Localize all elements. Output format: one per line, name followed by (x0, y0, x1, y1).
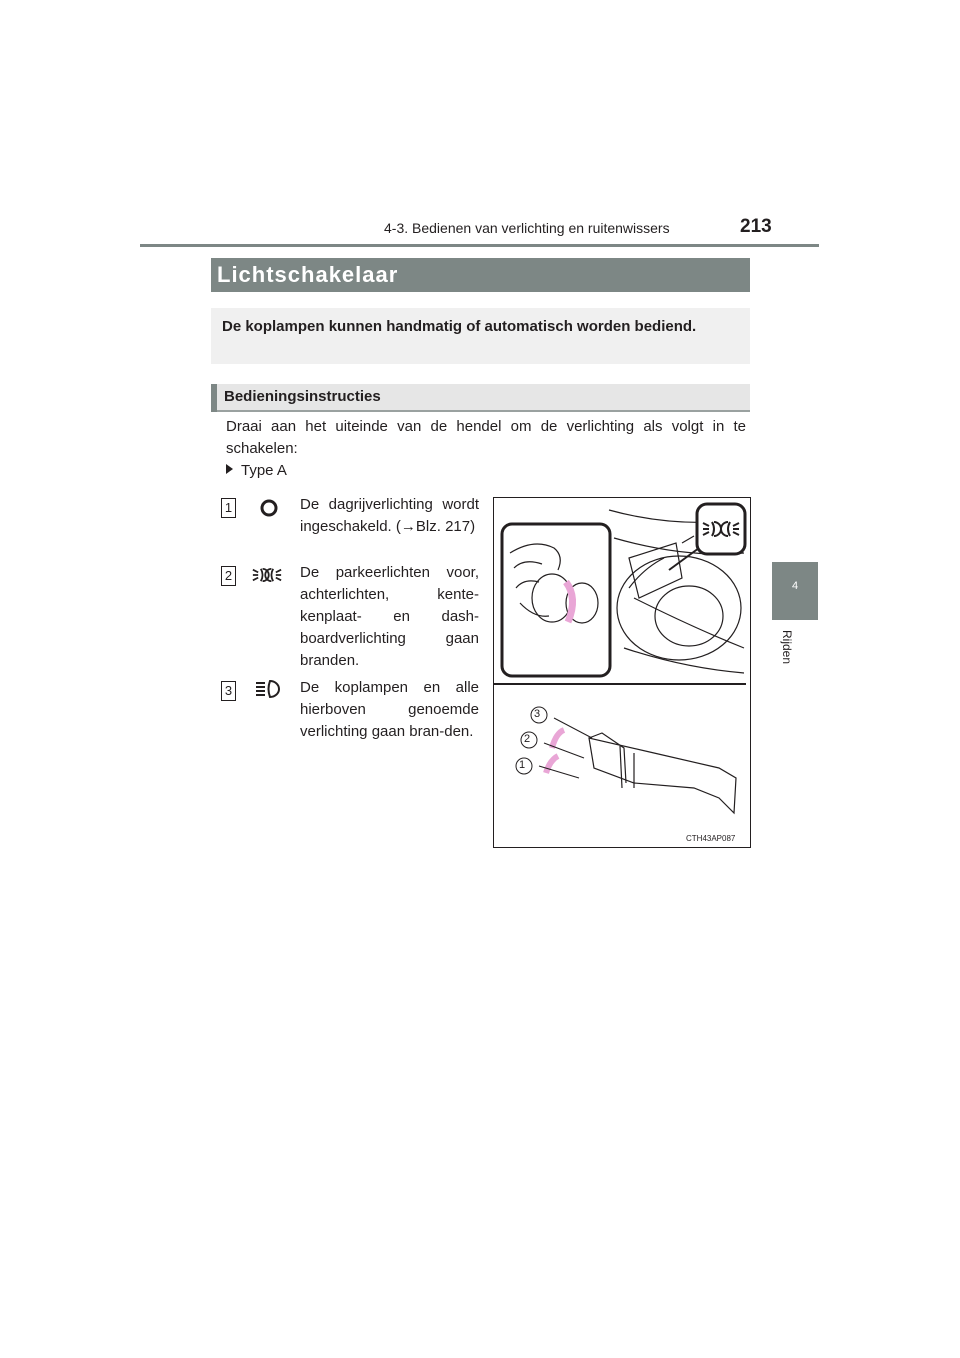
section-header: 4-3. Bedienen van verlichting en ruitenwissers (384, 220, 670, 236)
type-label: Type A (241, 462, 287, 479)
parking-light-icon (252, 565, 282, 585)
page-number: 213 (740, 216, 772, 237)
chapter-tab: 4 (772, 562, 818, 620)
item-number-1: 1 (221, 498, 236, 518)
subheading-bar (211, 384, 750, 412)
intro-text: De koplampen kunnen handmatig of automatisch worden bediend. (222, 318, 697, 335)
section-title-bar (211, 258, 750, 292)
headlight-icon (254, 679, 284, 699)
chapter-label: Rijden (780, 630, 794, 665)
intro-box (211, 308, 750, 364)
item-text-3: De koplampen en alle hierboven genoemde verlichting gaan bran-den. (300, 679, 479, 740)
figure-code: CTH43AP087 (686, 834, 736, 843)
item-number-2: 2 (221, 566, 236, 586)
item-text-1: De dagrijverlichting wordt ingeschakeld. (→Blz. 217) (300, 496, 479, 535)
item-text-2: De parkeerlichten voor, achterlichten, kente-kenplaat- en dash-boardverlichting gaan branden. (300, 564, 479, 669)
type-line (226, 462, 287, 479)
light-switch-illustration (493, 497, 751, 848)
subheading: Bedieningsinstructies (224, 388, 381, 405)
daytime-running-light-icon (254, 498, 284, 518)
triangle-bullet-icon (226, 464, 233, 474)
illustration-drawing (494, 498, 750, 847)
section-title: Lichtschakelaar (217, 262, 399, 287)
callout-1: 1 (519, 759, 526, 771)
callout-2: 2 (524, 733, 531, 745)
header-rule (140, 244, 819, 247)
item-number-3: 3 (221, 681, 236, 701)
callout-3: 3 (534, 708, 541, 720)
body-text: Draai aan het uiteinde van de hendel om de verlichting als volgt in te schakelen: (226, 418, 746, 457)
